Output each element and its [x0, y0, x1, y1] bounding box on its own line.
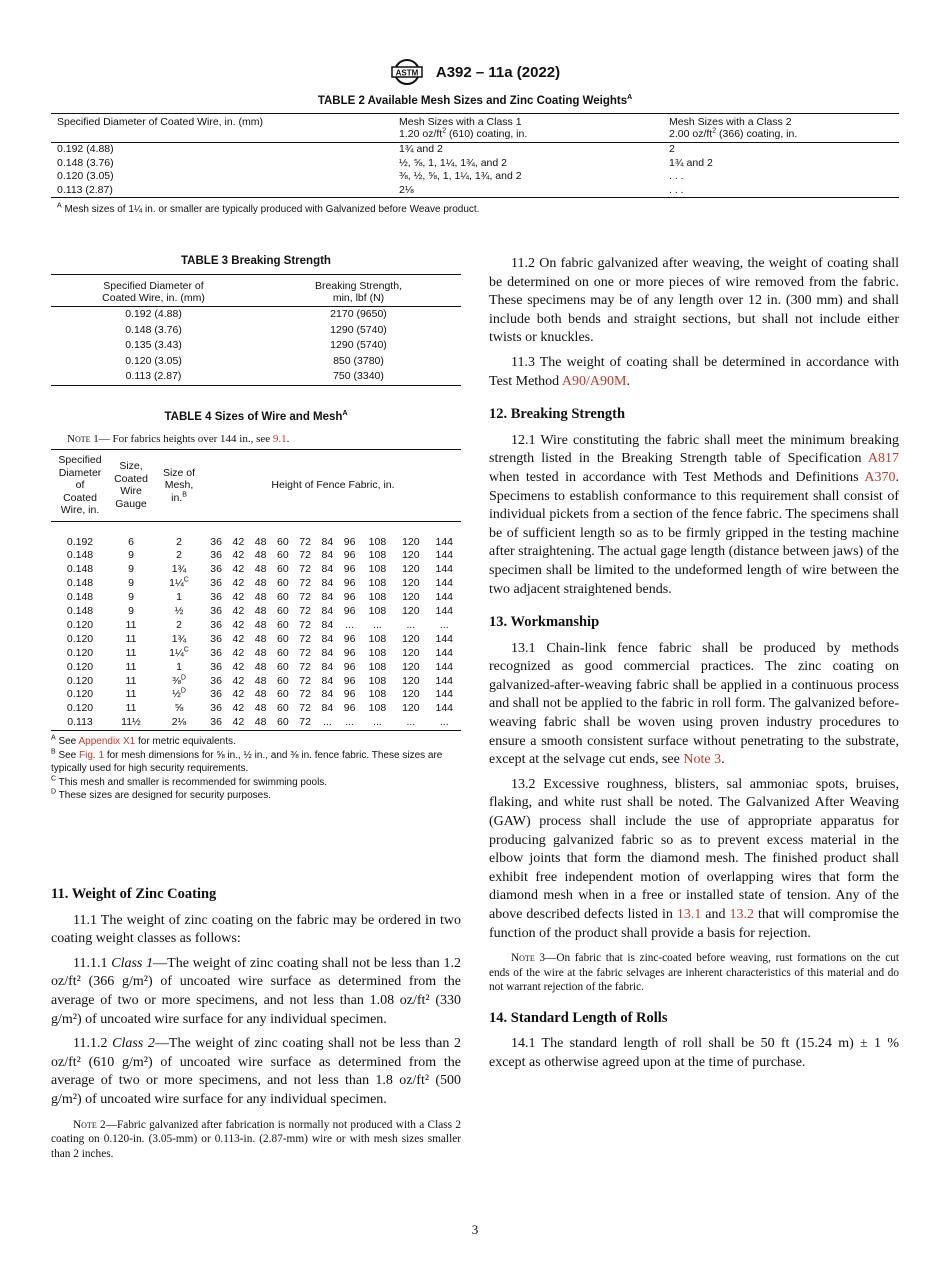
table-header-row: Specified Diameter of Coated Wire, in. (mm) Mesh Sizes with a Class 1 1.20 $oz/ft^2$ (610) coating, in. Mesh Sizes with a Class 2 2.00 $oz/ft^2$ (366) coating, in. [51, 114, 899, 143]
paragraph-11-1-2: 11.1.2 Class 2—The weight of zinc coating shall not be less than 2 oz/ft² (610 g/m²) of uncoated wire surface as determined from the average of two or more specimens, and not less than 1.8 oz/ft² (500 g/m²) of uncoated wire surface for any individual specimen. [51, 1036, 461, 1107]
note-3-link[interactable]: Note 3 [683, 752, 722, 768]
table-row: 0.148 (3.76) 1290 (5740) [125, 323, 387, 336]
section-13-2-link[interactable]: 13.2 [729, 907, 754, 922]
paragraph-11-3: 11.3 The weight of coating shall be determined in accordance with Test Method A90/A90M. [489, 354, 899, 389]
section-13-1-link[interactable]: 13.1 [676, 907, 702, 922]
table-row: 0.120 11 ½$^D$ 36 42 48 60 72 84 96 108 120 144 [66, 687, 454, 701]
table-row: 0.113 (2.87) 2⅛ . . . [57, 183, 684, 196]
table-row: 0.148 9 1 36 42 48 60 72 84 96 108 120 144 [66, 591, 454, 604]
section-13-heading: 13. Workmanship [489, 614, 600, 631]
a370-link[interactable]: A370 [864, 469, 896, 485]
table-2-footnote: $^A$ Mesh sizes of 1¼ in. or smaller are typically produced with Galvanized before Weave product. [57, 202, 480, 215]
table-4-footnotes [51, 735, 461, 803]
table-row: 0.113 (2.87) 750 (3340) [125, 370, 384, 382]
appendix-x1-link[interactable]: Appendix X1 [78, 736, 136, 748]
table-row: 0.192 6 2 36 42 48 60 72 84 96 108 120 144 [66, 535, 454, 548]
table-header-row: Specified Diameter of Coated Wire, in. (mm) Breaking Strength, min, lbf (N) [51, 275, 461, 307]
table-row: 0.120 11 1¼$^C$ 36 42 48 60 72 84 96 108 120 144 [66, 646, 454, 659]
table-4-grid [51, 449, 461, 731]
table-4-caption: TABLE 4 Sizes of Wire and Mesh$^A$ [164, 410, 348, 423]
paragraph-13-1: 13.1 Chain-link fence fabric shall be produced by methods recognized as good commercial practices. The zinc coating on galvanized-after-weaving fabric shall be applied in a continuous process and shall not be applied to the fabric in roll form. The galvanized before-weaving fabric shall be woven using proven industry procedures to ensure a smooth consistent surface without penetrating to the substrate, except at the selvage cut ends, see Note 3. [489, 640, 899, 768]
table-row: 0.120 11 ⅜$^D$ 36 42 48 60 72 84 96 108 120 144 [66, 674, 454, 687]
footnote: $^A$ See Appendix X1 for metric equivalents. [51, 734, 236, 748]
footnote: $^B$ See Fig. 1 for mesh dimensions for ⅝ in., ½ in., and ⅜ in. fence fabric. These sizes are typically used for high security requirements. [51, 748, 443, 775]
paragraph-11-1: 11.1 The weight of zinc coating on the fabric may be ordered in two coating weight classes as follows: [51, 912, 461, 947]
paragraph-14-1: 14.1 The standard length of roll shall be 50 ft (15.24 m) ± 1 % except as otherwise agreed upon at the time of purchase. [489, 1036, 899, 1070]
fig-1-link[interactable]: Fig. 1 [79, 749, 105, 761]
table-row: 0.120 11 1 36 42 48 60 72 84 96 108 120 144 [66, 660, 454, 673]
table-row: 0.113 11½ 2⅛ 36 42 48 60 72 ... ... ... ... ... [67, 716, 449, 729]
table-row: 0.120 (3.05) 850 (3780) [125, 354, 384, 367]
a817-link[interactable]: A817 [867, 451, 899, 467]
table-3 [51, 255, 461, 386]
table-3-grid [51, 274, 461, 386]
section-9-1-link[interactable]: 9.1 [272, 433, 287, 445]
paragraph-13-2: 13.2 Excessive roughness, blisters, sal ammoniac spots, bruises, flaking, and white rust shall be noted. The Galvanized After Weaving (GAW) process shall include the use of appropriate apparatus for producing galvanized fabric so as to prevent excess material in the elbow joints that form the diamond mesh. The finished product shall exhibit free independent motion of overlapping wires that form the diamond mesh when in a free or installed state of tension. Any of the above described defects listed in 13.1 and 13.2 that will compromise the function of the product shall provide a basis for rejection. [489, 776, 899, 941]
astm-logo-icon [390, 57, 424, 87]
table-2-caption: TABLE 2 Available Mesh Sizes and Zinc Coating Weights$^A$ [317, 94, 633, 107]
section-12-heading: 12. Breaking Strength [489, 406, 626, 423]
table-row: 0.148 9 2 36 42 48 60 72 84 96 108 120 144 [66, 549, 454, 562]
table-row: 0.148 9 ½ 36 42 48 60 72 84 96 108 120 144 [66, 605, 454, 618]
paragraph-12-1: 12.1 Wire constituting the fabric shall meet the minimum breaking strength listed in the Breaking Strength table of Specification A817 when tested in accordance with Test Methods and Definitions A370. Specimens to establish conformance to this requirement shall consist of individual pickets from a section of the fence fabric. The specimens shall be of sufficient length so as to be firmly gripped in the testing machine after straightening. The actual gage length (distance between jaws) of the specimen shall be limited to the undeformed length of wire between the two adjacent straightened bends. [489, 432, 899, 597]
table-4-note: Note 1— For fabrics heights over 144 in., see 9.1. [67, 433, 290, 445]
footnote: $^D$ These sizes are designed for security purposes. [51, 788, 271, 802]
table-2 [51, 95, 899, 215]
page-number: 3 [471, 1222, 479, 1237]
table-row: 0.120 (3.05) ⅜, ½, ⅝, 1, 1¼, 1¾, and 2 . . . [57, 170, 684, 182]
note-3: Note 3—On fabric that is zinc-coated before weaving, rust formations on the cut ends of the wire at the fabric selvages are inherent characteristics of this material and do not warrant rejection of the fabric. [489, 952, 899, 994]
paragraph-11-1-1: 11.1.1 Class 1—The weight of zinc coating shall not be less than 1.2 oz/ft² (366 g/m²) of uncoated wire surface as determined from the average of two or more specimens, and not less than 1.08 oz/ft² (330 g/m²) of uncoated wire surface for any individual specimen. [51, 955, 461, 1027]
left-column-text [51, 885, 461, 1161]
table-row: 0.120 11 1¾ 36 42 48 60 72 84 96 108 120 144 [66, 632, 454, 645]
document-title: A392 – 11a (2022) [435, 63, 561, 81]
page-header [0, 57, 950, 87]
table-row: 0.120 11 2 36 42 48 60 72 84 ... ... ... ... [66, 618, 449, 631]
table-row: 0.192 (4.88) 2170 (9650) [125, 308, 387, 320]
table-row: 0.120 11 ⅝ 36 42 48 60 72 84 96 108 120 144 [66, 702, 454, 715]
paragraph-11-2: 11.2 On fabric galvanized after weaving, the weight of coating shall be determined on one or more pieces of wire removed from the fabric. These specimens may be of any length over 12 in. (300 mm) and shall include both bends and straight sections, but shall not include either twists or knuckles. [489, 256, 899, 346]
table-2-grid [51, 113, 899, 198]
table-row: 0.148 9 1¾ 36 42 48 60 72 84 96 108 120 144 [66, 563, 454, 576]
table-row: 0.135 (3.43) 1290 (5740) [125, 339, 387, 351]
table-row: 0.148 9 1¼$^C$ 36 42 48 60 72 84 96 108 120 144 [66, 576, 454, 590]
note-2: Note 2—Fabric galvanized after fabrication is normally not produced with a Class 2 coating on 0.120-in. (3.05-mm) or 0.113-in. (2.87-mm) wire or with mesh sizes smaller than 2 inches. [51, 1118, 461, 1160]
section-11-heading: 11. Weight of Zinc Coating [51, 886, 217, 902]
svg-text:ASTM: ASTM [395, 68, 419, 78]
right-column-text [489, 255, 899, 1078]
table-4 [51, 411, 461, 803]
section-14-heading: 14. Standard Length of Rolls [489, 1009, 668, 1026]
table-3-caption: TABLE 3 Breaking Strength [181, 255, 331, 267]
table-row: 0.148 (3.76) ½, ⅝, 1, 1¼, 1¾, and 2 1¾ and 2 [57, 156, 713, 169]
table-row: 0.192 (4.88) 1¾ and 2 2 [57, 143, 675, 155]
footnote: $^C$ This mesh and smaller is recommended for swimming pools. [51, 775, 328, 788]
table-header-row: Specified Diameter of Coated Wire, in. Size, Coated Wire Gauge Size of Mesh, in.$^B$ Height of Fence Fabric, in. [51, 450, 461, 522]
a90-link[interactable]: A90/A90M [561, 373, 627, 389]
